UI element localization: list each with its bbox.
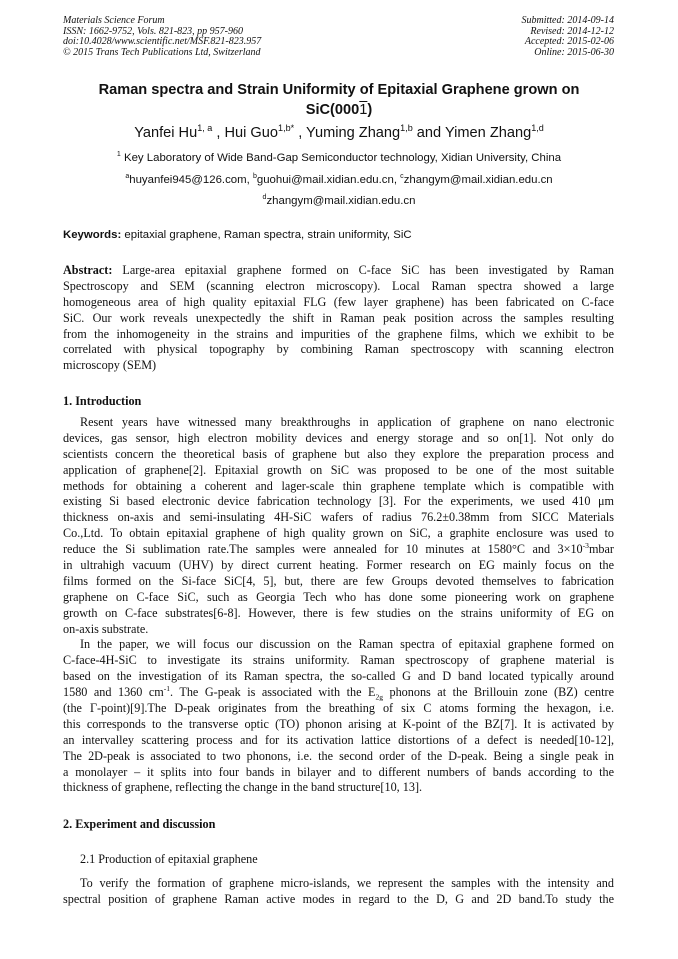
affiliation-mark: 1 <box>116 151 121 159</box>
author-affil-mark: 1,b* <box>278 123 295 134</box>
body-line: growth on C-face substrates[6-8]. However, there is few studies on the strains uniformity of EG on <box>63 605 614 620</box>
body-line: (the Γ-point)[9].The D-peak originates from the breathing of six C atoms forming the hexagon, i.e. <box>63 701 614 716</box>
body-text: reduce the Si sublimation rate.The samples were annealed for 10 minutes at 1580°C and 3×10 <box>63 542 583 557</box>
author-affil-mark: 1,d <box>531 123 544 134</box>
title-line-2 <box>63 100 615 120</box>
body-line: devices, gas sensor, high electron mobility devices and energy storage and so on[1]. Not only do <box>63 430 614 445</box>
email-mark: a <box>125 173 130 181</box>
keywords-label: Keywords: <box>63 229 122 241</box>
issn-line: ISSN: 1662-9752, Vols. 821-823, pp 957-960 <box>63 25 243 37</box>
abstract-line <box>63 263 614 279</box>
body-line: films formed on the Si-face SiC[4, 5], but, there are few Groups devoted themselves to fabrication <box>63 573 614 588</box>
email-mark: b <box>252 173 257 181</box>
email-address[interactable]: zhangym@mail.xidian.edu.cn <box>403 174 553 186</box>
body-line: Co.,Ltd. To obtain epitaxial graphene of high quality grown on SiC, a graphite enclosure was used to <box>63 526 614 541</box>
body-text: 1580 and 1360 cm <box>63 685 164 700</box>
doi-line: doi:10.4028/www.scientific.net/MSF.821-823.957 <box>63 36 262 48</box>
body-line: To verify the formation of graphene micro-islands, we represent the samples with the intensity and <box>80 876 614 890</box>
body-line: The 2D-peak is associated to two phonons, i.e. the second order of the D-peak. Being a single peak in <box>63 748 614 763</box>
online-date: Online: 2015-06-30 <box>534 46 614 58</box>
body-line: scientists concern the theoretical basis of graphene but also they explore the preparation process and <box>63 446 614 461</box>
keywords <box>63 228 623 242</box>
email-line <box>63 173 615 187</box>
body-line: on-axis substrate. <box>63 621 149 636</box>
author-name: Yanfei Hu <box>134 125 198 141</box>
author-affil-mark: 1,b <box>400 123 413 134</box>
author-separator: , <box>212 125 225 141</box>
exponent: -3 <box>582 541 589 551</box>
abstract-line: homogeneous area of high quality epitaxial FLG (few layer graphene) has been fabricated on C-face <box>63 294 614 309</box>
body-line: Resent years have witnessed many breakthroughs in application of graphene on nano electronic <box>80 415 614 429</box>
paper-title <box>63 80 615 120</box>
body-line: in ultrahigh vacuum (UHV) by direct current heating. Former research on EG mainly focus on the <box>63 558 614 573</box>
body-line: graphene on C-face SiC, such as Georgia Tech who has done some pioneering work on graphene <box>63 589 614 604</box>
body-line: thickness of graphene, reflecting the change in the band structure[10, 13]. <box>63 780 423 795</box>
section-heading-introduction: 1. Introduction <box>63 394 142 408</box>
email-line-2 <box>63 194 615 208</box>
exponent: -1 <box>163 684 171 694</box>
author-separator: , <box>294 125 307 141</box>
body-line: an intervalley scattering process and for its activation lattice distortions of a defect is needed[10-12], <box>63 732 614 747</box>
body-line: a monolayer – it splits into four bands in bilayer and to different numbers of bands according to the <box>63 764 614 779</box>
subsection-heading: 2.1 Production of epitaxial graphene <box>80 852 258 866</box>
author-name: Hui Guo <box>224 125 279 141</box>
abstract-label: Abstract: <box>63 263 113 277</box>
experiment-body <box>63 876 614 908</box>
abstract-text: Large-area epitaxial graphene formed on C-face SiC has been investigated by Raman <box>112 263 614 277</box>
revised-date: Revised: 2014-12-12 <box>530 25 614 37</box>
abstract-line: correlated with physical topography by combining Raman spectroscopy with scanning electron <box>63 342 614 357</box>
body-line: methods for obtaining a coherent and lager-scale thin graphene template which is compatible with <box>63 478 614 493</box>
copyright-line: © 2015 Trans Tech Publications Ltd, Switzerland <box>63 46 261 58</box>
body-line: application of graphene[2]. Epitaxial growth on SiC was proposed to be one of the most suitable <box>63 462 614 477</box>
accepted-date: Accepted: 2015-02-06 <box>524 36 614 48</box>
introduction-body <box>63 415 614 796</box>
body-line: spectral position of graphene Raman active modes in regard to the D, G and 2D band.To study the <box>63 891 614 906</box>
unit-text: mbar <box>588 542 614 557</box>
email-address[interactable]: guohui@mail.xidian.edu.cn <box>256 174 394 186</box>
body-line <box>63 542 614 558</box>
email-separator: , <box>393 174 401 186</box>
title-line-1: Raman spectra and Strain Uniformity of Epitaxial Graphene grown on <box>98 82 580 98</box>
body-line: thickness on-axis and semi-insulating 4H-SiC wafers of radius 76.2±0.38mm from SICC Materials <box>63 510 614 525</box>
keywords-text: epitaxial graphene, Raman spectra, strain uniformity, SiC <box>121 229 412 241</box>
abstract <box>63 263 614 374</box>
subscript: 2g <box>375 692 383 702</box>
submitted-date: Submitted: 2014-09-14 <box>521 15 614 26</box>
author-list <box>63 123 615 143</box>
author-affil-mark: 1, a <box>197 123 213 134</box>
title-overbar-digit: 1 <box>359 102 368 118</box>
journal-header-left <box>63 16 261 58</box>
email-address[interactable]: huyanfei945@126.com <box>129 174 247 186</box>
body-line: C-face-4H-SiC to investigate its strains uniformity. Raman spectroscopy of graphene material is <box>63 653 614 668</box>
email-mark: d <box>262 194 267 202</box>
author-name: Yimen Zhang <box>444 125 532 141</box>
abstract-line: microscopy (SEM) <box>63 358 157 373</box>
title-sic-prefix: SiC(000 <box>305 102 360 118</box>
abstract-line: Spectroscopy and SEM (scanning electron microscopy). Local Raman spectra showed a large <box>63 278 614 293</box>
body-text: phonons at the Brillouin zone (BZ) centre <box>382 685 614 700</box>
email-separator: , <box>246 174 253 186</box>
journal-name: Materials Science Forum <box>63 15 165 26</box>
affiliation-text: Key Laboratory of Wide Band-Gap Semiconductor technology, Xidian University, China <box>120 152 562 164</box>
body-line: In the paper, we will focus our discussion on the Raman spectra of epitaxial graphene formed on <box>80 637 614 652</box>
body-line: based on the investigation of its Raman spectra, the so-called G and D band located typically around <box>63 669 614 684</box>
section-heading-experiment: 2. Experiment and discussion <box>63 817 216 831</box>
title-sic-suffix: ) <box>367 102 373 118</box>
affiliation <box>63 151 615 165</box>
body-text: . The G-peak is associated with the E <box>170 685 376 700</box>
email-mark: c <box>400 173 404 181</box>
body-line: this corresponds to the transverse optic (TO) phonon arising at K-point of the BZ[7]. It is activated by <box>63 716 614 731</box>
journal-header-right <box>522 16 615 58</box>
email-address[interactable]: zhangym@mail.xidian.edu.cn <box>266 195 416 207</box>
body-line <box>63 685 614 701</box>
author-name: Yuming Zhang <box>306 125 401 141</box>
abstract-line: from the inhomogeneity in the strains and impurities of the graphene films, which we exhibit to be <box>63 326 614 341</box>
author-separator: and <box>412 125 445 141</box>
abstract-line: SiC. Our work reveals unexpectedly the shift in Raman peak position across the samples resulting <box>63 310 614 325</box>
body-line: existing Si based electronic device fabrication technology [3]. For the experiments, we used 410 μm <box>63 494 614 509</box>
